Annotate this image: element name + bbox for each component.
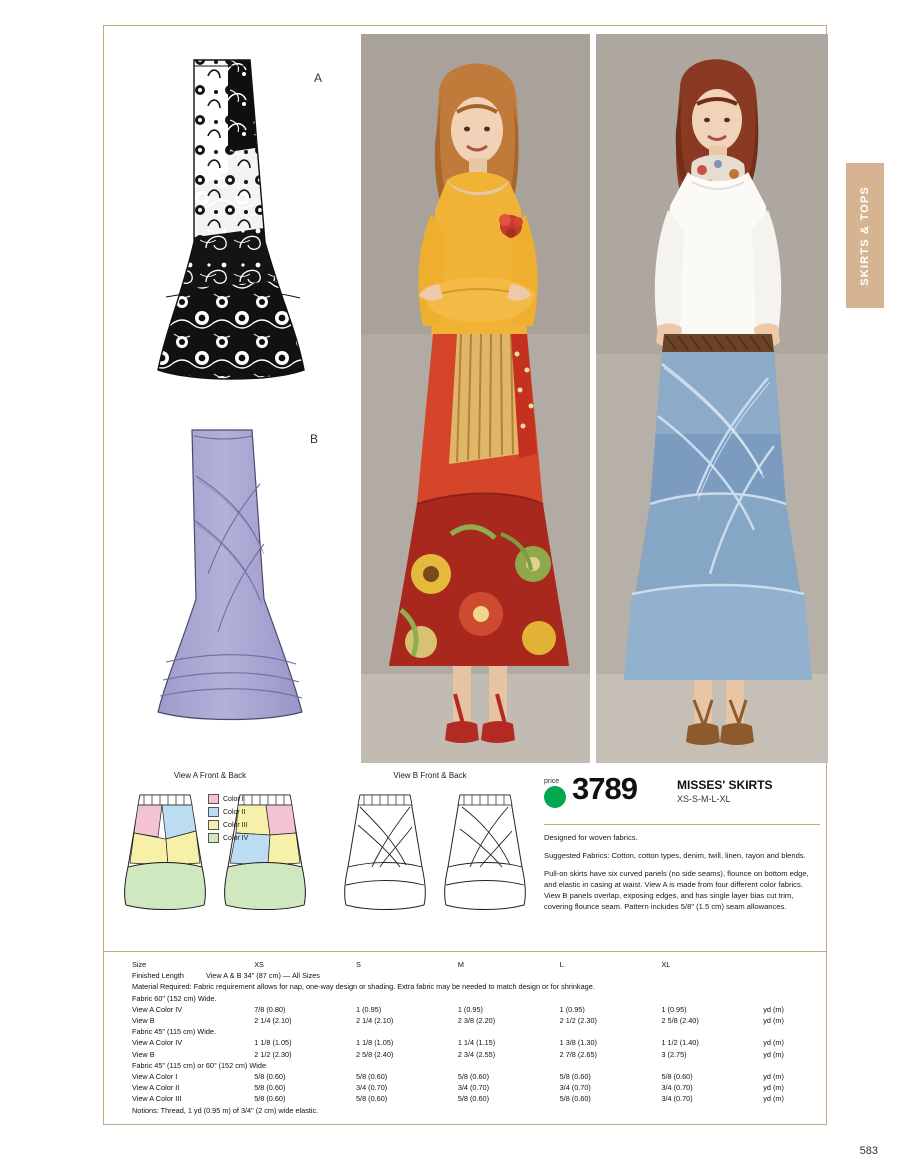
- price-dot-icon: [544, 786, 566, 808]
- cell-value: 1 1/2 (1.40): [661, 1038, 699, 1048]
- cell-value: 1 (0.95): [356, 1004, 382, 1014]
- row-label: View A Color II: [132, 1083, 180, 1093]
- cell-value: 5/8 (0.60): [254, 1071, 286, 1081]
- cell-value: 3/4 (0.70): [356, 1083, 388, 1093]
- row-label: View B: [132, 1016, 155, 1026]
- legend-item-color-iii: [208, 820, 248, 830]
- view-a-lineart-caption: View A Front & Back: [173, 771, 247, 780]
- table-row: [132, 993, 802, 1004]
- table-row: [132, 1060, 802, 1071]
- cell-value: 5/8 (0.60): [356, 1071, 388, 1081]
- cell-value: yd (m): [763, 1083, 784, 1093]
- price-label: price: [544, 778, 560, 785]
- cell-value: yd (m): [763, 1038, 784, 1048]
- legend-swatch-icon: [208, 820, 219, 830]
- table-row: [132, 1071, 802, 1082]
- view-b-front-lineart: [342, 789, 428, 914]
- legend-label: Color II: [223, 808, 246, 816]
- cell-value: 3/4 (0.70): [661, 1083, 693, 1093]
- cell-value: yd (m): [763, 1049, 784, 1059]
- line-art-section: [114, 771, 544, 936]
- cell-value: 1 (0.95): [559, 1004, 585, 1014]
- cell-value: 2 3/4 (2.55): [457, 1049, 496, 1059]
- cell-value: yd (m): [763, 1016, 784, 1026]
- pattern-sizes: XS-S-M-L-XL: [677, 794, 731, 804]
- legend-item-color-ii: [208, 807, 248, 817]
- technical-illustrations: [114, 34, 359, 759]
- cell-value: 5/8 (0.60): [254, 1094, 286, 1104]
- view-a-front-lineart: [122, 789, 208, 914]
- legend-item-color-i: [208, 794, 248, 804]
- color-legend: [208, 794, 248, 846]
- cell-value: 1 1/8 (1.05): [254, 1038, 292, 1048]
- cell-value: yd (m): [763, 1094, 784, 1104]
- description-block: [544, 832, 820, 919]
- cell-value: 2 1/2 (2.30): [559, 1016, 597, 1026]
- page-number: 583: [859, 1145, 878, 1157]
- skirt-view-b-illustration: [136, 424, 331, 724]
- cell-value: 1 (0.95): [661, 1004, 687, 1014]
- model-photo-view-b: [596, 34, 828, 763]
- cell-value: 5/8 (0.60): [254, 1083, 286, 1093]
- table-row: [132, 1026, 802, 1037]
- table-row: [132, 970, 802, 981]
- cell-value: 1 3/8 (1.30): [559, 1038, 597, 1048]
- view-b-lineart-caption: View B Front & Back: [393, 771, 467, 780]
- catalog-page: [103, 25, 827, 1125]
- chart-divider: [104, 951, 826, 952]
- cell-value: 1 (0.95): [457, 1004, 483, 1014]
- chart-note: Finished Length View A & B 34" (87 cm) — All Sizes: [132, 971, 320, 981]
- table-row: [132, 1037, 802, 1048]
- cell-value: 5/8 (0.60): [356, 1094, 388, 1104]
- cell-value: yd (m): [763, 1071, 784, 1081]
- chart-note: Material Required: Fabric requirement allows for nap, one-way design or shading. Extra fabric may be needed to match design or for shrinkage.: [132, 982, 595, 992]
- cell-value: 3/4 (0.70): [559, 1083, 591, 1093]
- legend-label: Color III: [223, 821, 248, 829]
- description-line-2: Suggested Fabrics: Cotton, cotton types, denim, twill, linen, rayon and blends.: [544, 851, 806, 860]
- cell-value: 5/8 (0.60): [559, 1071, 591, 1081]
- table-header-row: [132, 959, 802, 970]
- section-tab-label: SKIRTS & TOPS: [859, 185, 871, 286]
- legend-item-color-iv: [208, 833, 248, 843]
- view-a-label: A: [314, 71, 323, 85]
- table-row: [132, 1015, 802, 1026]
- legend-label: Color I: [223, 795, 244, 803]
- column-header: XS: [254, 960, 264, 970]
- section-tab: [846, 163, 884, 308]
- row-label: View B: [132, 1049, 155, 1059]
- table-row: [132, 1049, 802, 1060]
- description-line-3: Pull-on skirts have six curved panels (no side seams), flounce on bottom edge, and elastic in casing at waist. View A is made from four different color fabrics. View B panels overlap, exposing edges, and has single layer bias cut trim, covering flounce seam. Pattern includes 5/8" (1.5 cm) seam allowances.: [544, 869, 809, 911]
- legend-swatch-icon: [208, 794, 219, 804]
- table-row: [132, 1104, 802, 1115]
- cell-value: 7/8 (0.80): [254, 1004, 286, 1014]
- row-label: View A Color IV: [132, 1038, 183, 1048]
- column-header: Size: [132, 960, 147, 970]
- model-photo-view-a: [361, 34, 590, 763]
- pattern-number: 3789: [572, 771, 637, 806]
- cell-value: 5/8 (0.60): [457, 1094, 490, 1104]
- column-header: L: [559, 960, 564, 970]
- cell-value: yd (m): [763, 1004, 784, 1014]
- column-header: S: [356, 960, 361, 970]
- cell-value: 2 5/8 (2.40): [661, 1016, 699, 1026]
- table-row: [132, 981, 802, 992]
- cell-value: 1 1/8 (1.05): [356, 1038, 394, 1048]
- price-block: [544, 771, 820, 820]
- fabric-width-heading: Fabric 45" (115 cm) or 60" (152 cm) Wide: [132, 1060, 266, 1070]
- cell-value: 2 5/8 (2.40): [356, 1049, 394, 1059]
- chart-note: Notions: Thread, 1 yd (0.95 m) of 3/4" (2 cm) wide elastic.: [132, 1105, 319, 1115]
- price-divider: [544, 824, 820, 825]
- cell-value: 2 1/4 (2.10): [254, 1016, 292, 1026]
- legend-label: Color IV: [223, 834, 249, 842]
- description-line-1: Designed for woven fabrics.: [544, 833, 638, 842]
- fabric-width-heading: Fabric 45" (115 cm) Wide.: [132, 1027, 216, 1037]
- cell-value: 3/4 (0.70): [457, 1083, 490, 1093]
- yardage-chart: [132, 959, 802, 1116]
- cell-value: 1 1/4 (1.15): [457, 1038, 496, 1048]
- cell-value: 5/8 (0.60): [457, 1071, 490, 1081]
- row-label: View A Color I: [132, 1071, 178, 1081]
- cell-value: 3/4 (0.70): [661, 1094, 693, 1104]
- table-row: [132, 1093, 802, 1104]
- cell-value: 3 (2.75): [661, 1049, 687, 1059]
- row-label: View A Color IV: [132, 1004, 183, 1014]
- legend-swatch-icon: [208, 833, 219, 843]
- view-b-label: B: [310, 432, 319, 446]
- table-row: [132, 1004, 802, 1015]
- cell-value: 5/8 (0.60): [559, 1094, 591, 1104]
- cell-value: 2 7/8 (2.65): [559, 1049, 597, 1059]
- cell-value: 2 3/8 (2.20): [457, 1016, 496, 1026]
- cell-value: 5/8 (0.60): [661, 1071, 693, 1081]
- pattern-title: MISSES' SKIRTS: [677, 778, 773, 792]
- row-label: View A Color III: [132, 1094, 182, 1104]
- view-b-back-lineart: [442, 789, 528, 914]
- skirt-view-a-illustration: [132, 52, 332, 382]
- cell-value: 2 1/4 (2.10): [356, 1016, 394, 1026]
- column-header: [763, 959, 802, 970]
- yardage-table: [132, 959, 802, 1116]
- legend-swatch-icon: [208, 807, 219, 817]
- table-row: [132, 1082, 802, 1093]
- fabric-width-heading: Fabric 60" (152 cm) Wide.: [132, 993, 217, 1003]
- cell-value: 2 1/2 (2.30): [254, 1049, 292, 1059]
- column-header: M: [457, 960, 464, 970]
- column-header: XL: [661, 960, 671, 970]
